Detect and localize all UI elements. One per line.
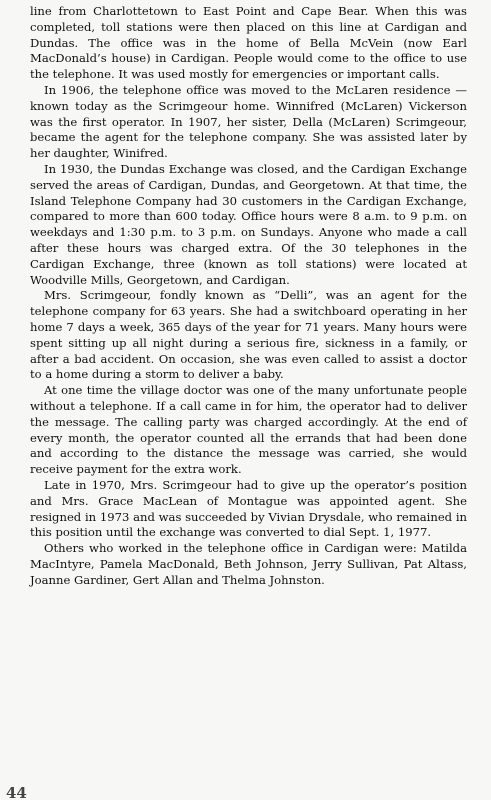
paragraph-2: In 1906, the telephone office was moved to the McLaren residence — known today as the Scrimgeour home. Winnifred (McLaren) Vickerson was the first operator. In 1907, her sister, Della (McLaren) Scrimgeour, became the agent for the telephone company. She was assisted later by her daughter, Winifred. xyxy=(30,82,467,161)
paragraph-6: Late in 1970, Mrs. Scrimgeour had to give up the operator’s position and Mrs. Grace MacLean of Montague was appointed agent. She resigned in 1973 and was succeeded by Vivian Drysdale, who remained in this position until the exchange was converted to dial Sept. 1, 1977. xyxy=(30,477,467,540)
paragraph-5: At one time the village doctor was one of the many unfortunate people without a telephone. If a call came in for him, the operator had to deliver the message. The calling party was charged accordingly. At the end of every month, the operator counted all the errands that had been done and according to the distance the message was carried, she would receive payment for the extra work. xyxy=(30,383,467,477)
article-body xyxy=(30,4,467,588)
page-number: 44 xyxy=(6,784,27,800)
paragraph-1: line from Charlottetown to East Point and Cape Bear. When this was completed, toll stations were then placed on this line at Cardigan and Dundas. The office was in the home of Bella McVein (now Earl MacDonald’s house) in Cardigan. People would come to the office to use the telephone. It was used mostly for emergencies or important calls. xyxy=(30,4,467,82)
paragraph-7: Others who worked in the telephone office in Cardigan were: Matilda MacIntyre, Pamela MacDonald, Beth Johnson, Jerry Sullivan, Pat Altass, Joanne Gardiner, Gert Allan and Thelma Johnston. xyxy=(30,541,467,587)
paragraph-4: Mrs. Scrimgeour, fondly known as “Delli”, was an agent for the telephone company for 63 years. She had a switchboard operating in her home 7 days a week, 365 days of the year for 71 years. Many hours were spent sitting up all night during a serious fire, sickness in a family, or after a bad accident. On occasion, she was even called to assist a doctor to a home during a storm to deliver a baby. xyxy=(30,288,467,382)
paragraph-3: In 1930, the Dundas Exchange was closed, and the Cardigan Exchange served the areas of Cardigan, Dundas, and Georgetown. At that time, the Island Telephone Company had 30 customers in the Cardigan Exchange, compared to more than 600 today. Office hours were 8 a.m. to 9 p.m. on weekdays and 1:30 p.m. to 3 p.m. on Sundays. Anyone who made a call after these hours was charged extra. Of the 30 telephones in the Cardigan Exchange, three (known as toll stations) were located at Woodville Mills, Georgetown, and Cardigan. xyxy=(30,161,467,287)
